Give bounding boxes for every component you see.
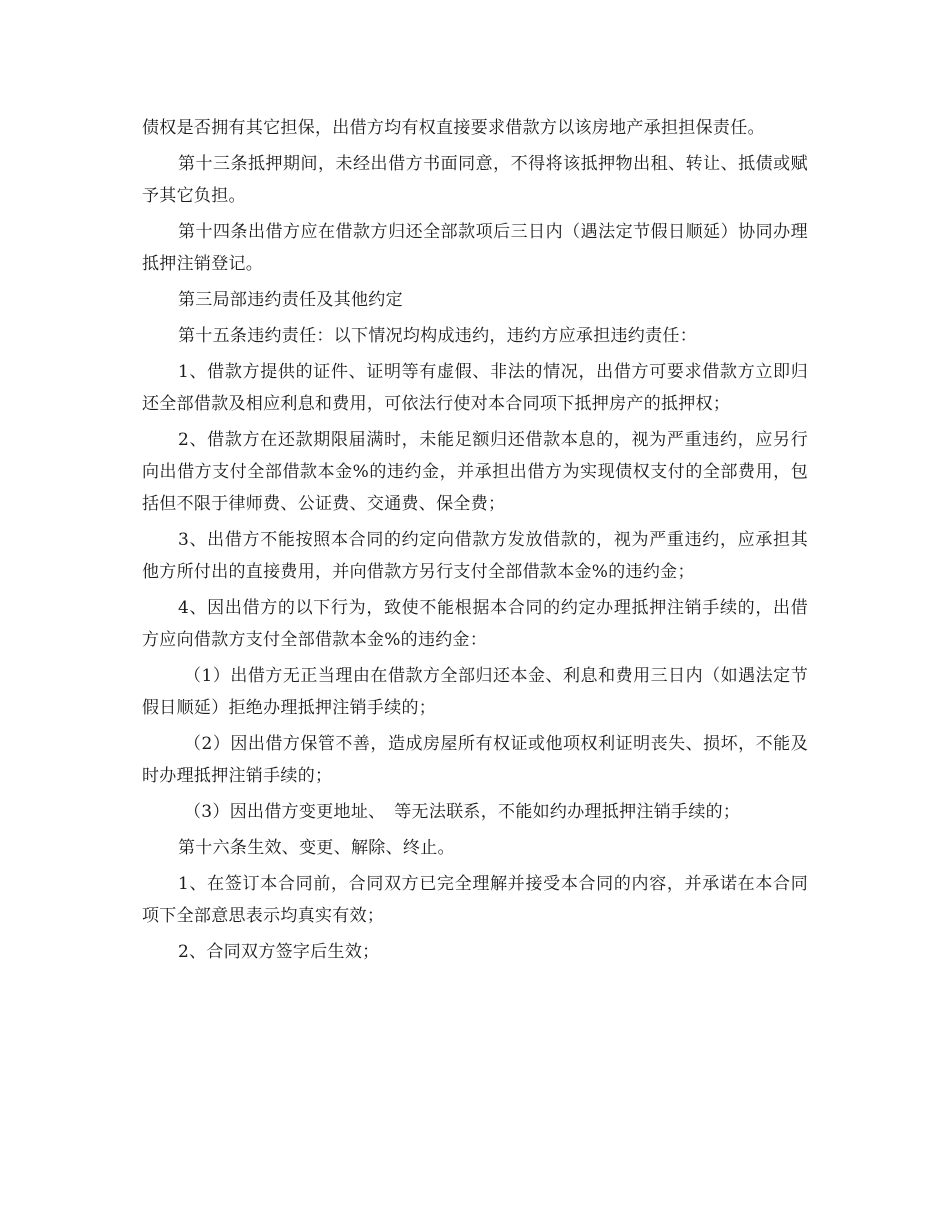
paragraph-article-14: 第十四条出借方应在借款方归还全部款项后三日内（遇法定节假日顺延）协同办理抵押注销登记。 [142,222,808,274]
paragraph-guarantee-continuation: 债权是否拥有其它担保，出借方均有权直接要求借款方以该房地产承担担保责任。 [142,118,765,138]
paragraph-article-16-item-2: 2、合同双方签字后生效； [178,942,380,962]
document-body [142,112,808,972]
paragraph-article-16: 第十六条生效、变更、解除、终止。 [178,838,455,858]
paragraph-sub-item-3: （3）因出借方变更地址、 等无法联系，不能如约办理抵押注销手续的； [184,802,741,822]
paragraph-article-15-item-3: 3、出借方不能按照本合同的约定向借款方发放借款的，视为严重违约，应承担其他方所付出的直接费用，并向借款方另行支付全部借款本金%的违约金； [142,530,808,582]
paragraph-article-15-item-2: 2、借款方在还款期限届满时，未能足额归还借款本息的，视为严重违约，应另行向出借方支付全部借款本金%的违约金，并承担出借方为实现债权支付的全部费用，包括但不限于律师费、公证费、交通费、保全费； [142,430,808,514]
paragraph-sub-item-1: （1）出借方无正当理由在借款方全部归还本金、利息和费用三日内（如遇法定节假日顺延）拒绝办理抵押注销手续的； [142,666,808,718]
section-heading-part-3: 第三局部违约责任及其他约定 [178,290,403,310]
paragraph-article-13: 第十三条抵押期间，未经出借方书面同意，不得将该抵押物出租、转让、抵债或赋予其它负担。 [142,154,808,206]
paragraph-article-16-item-1: 1、在签订本合同前，合同双方已完全理解并接受本合同的内容，并承诺在本合同项下全部意思表示均真实有效； [142,874,808,926]
paragraph-article-15-item-1: 1、借款方提供的证件、证明等有虚假、非法的情况，出借方可要求借款方立即归还全部借款及相应利息和费用，可依法行使对本合同项下抵押房产的抵押权； [142,362,808,414]
paragraph-article-15-item-4: 4、因出借方的以下行为，致使不能根据本合同的约定办理抵押注销手续的，出借方应向借款方支付全部借款本金%的违约金： [142,598,808,650]
paragraph-article-15: 第十五条违约责任：以下情况均构成违约，违约方应承担违约责任： [178,326,697,346]
paragraph-sub-item-2: （2）因出借方保管不善，造成房屋所有权证或他项权利证明丧失、损坏，不能及时办理抵押注销手续的； [142,734,808,786]
